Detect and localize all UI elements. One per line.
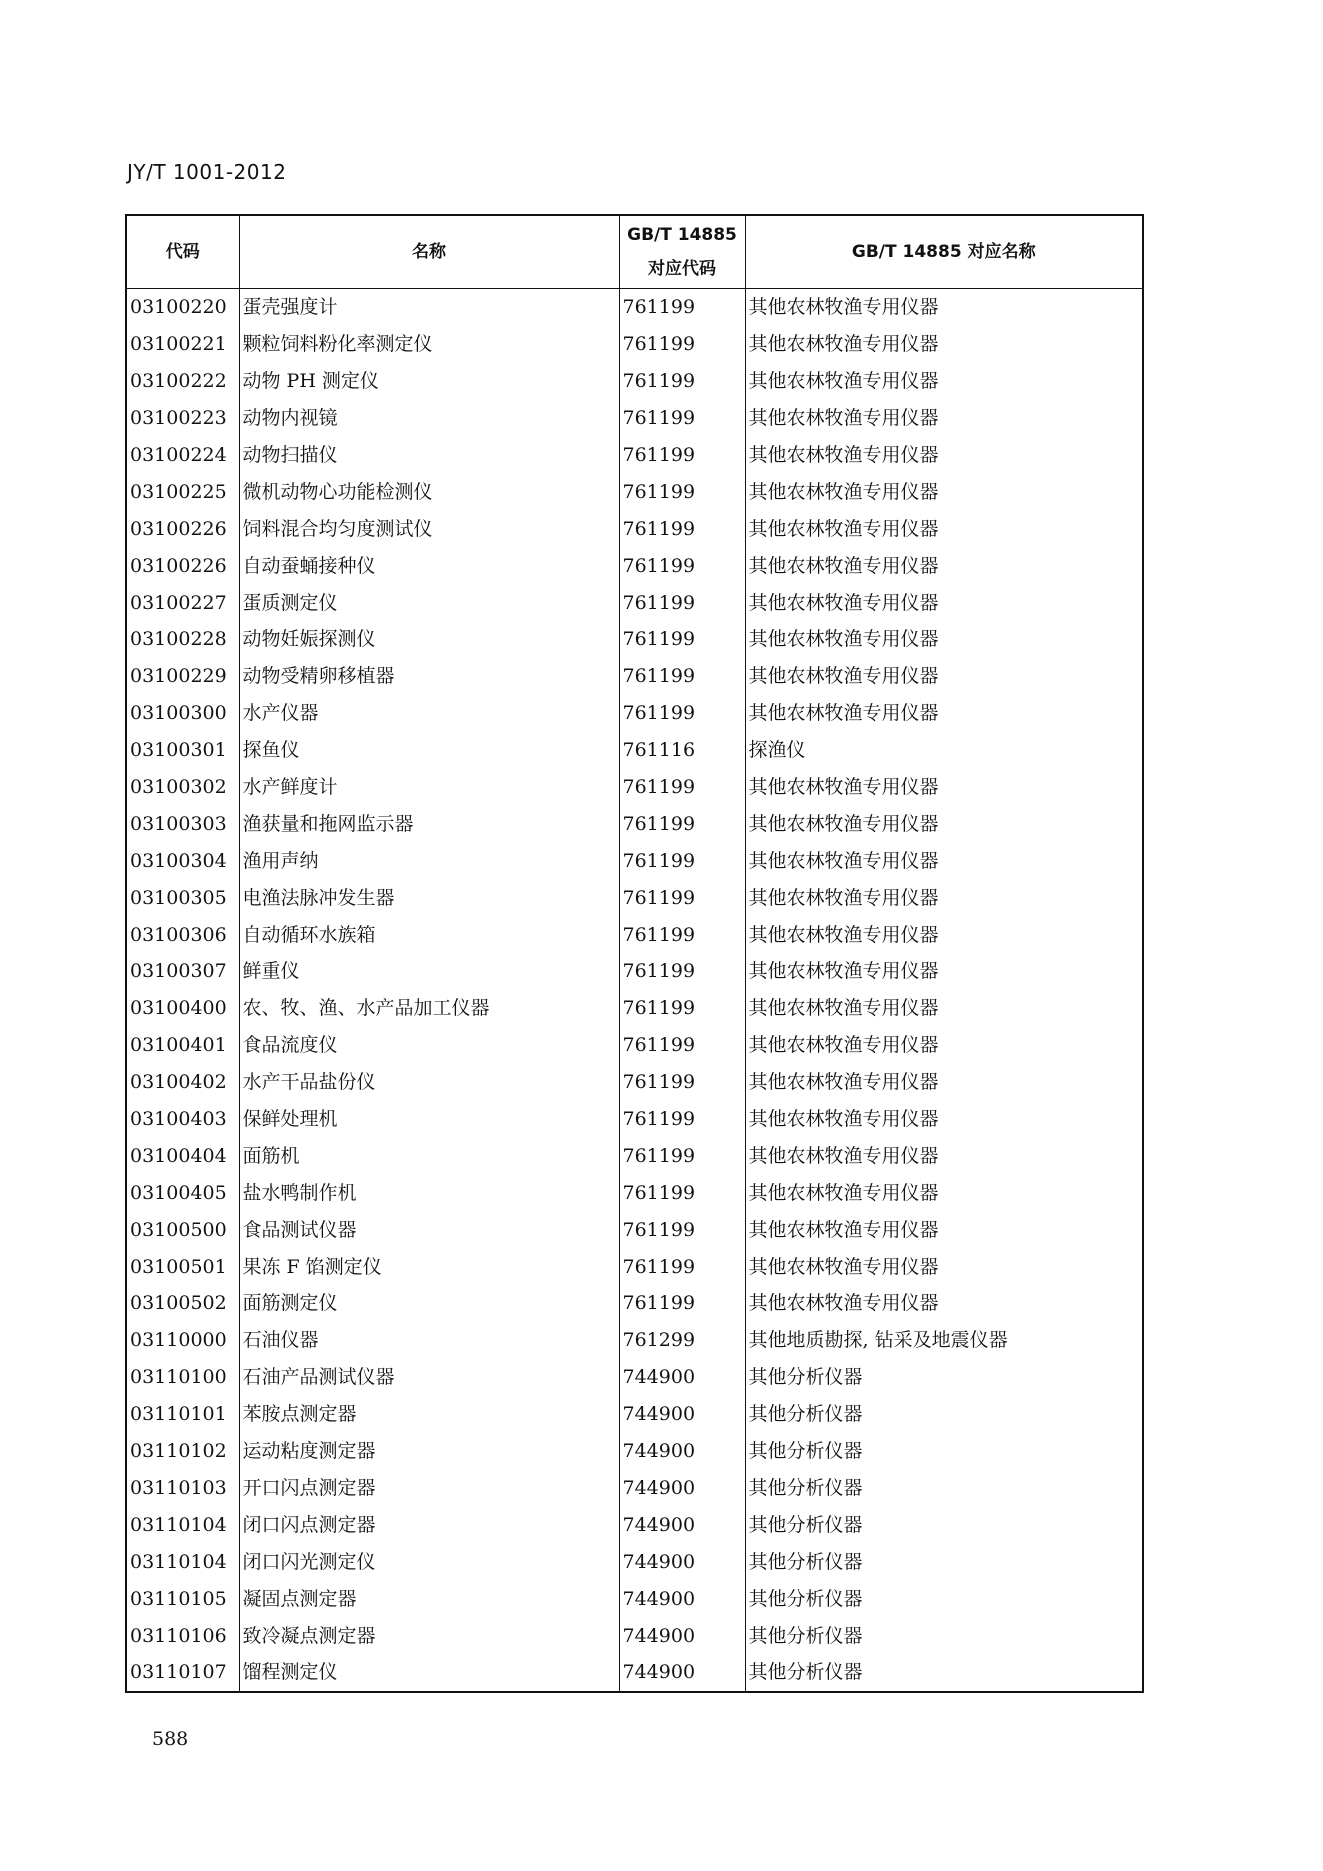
cell-gb-code: 744900 xyxy=(619,1359,745,1396)
cell-name: 微机动物心功能检测仪 xyxy=(239,473,619,510)
cell-code: 03100301 xyxy=(126,732,239,769)
cell-name: 探鱼仪 xyxy=(239,732,619,769)
cell-gb-name: 其他农林牧渔专用仪器 xyxy=(745,363,1143,400)
cell-code: 03110105 xyxy=(126,1580,239,1617)
cell-gb-name: 其他农林牧渔专用仪器 xyxy=(745,547,1143,584)
cell-name: 闭口闪点测定器 xyxy=(239,1506,619,1543)
cell-name: 苯胺点测定器 xyxy=(239,1396,619,1433)
cell-gb-name: 其他农林牧渔专用仪器 xyxy=(745,1248,1143,1285)
table-row xyxy=(126,584,1143,621)
cell-gb-name: 其他农林牧渔专用仪器 xyxy=(745,473,1143,510)
cell-name: 果冻 F 馅测定仪 xyxy=(239,1248,619,1285)
cell-name: 面筋机 xyxy=(239,1137,619,1174)
cell-gb-name: 其他农林牧渔专用仪器 xyxy=(745,400,1143,437)
cell-code: 03100227 xyxy=(126,584,239,621)
cell-name: 动物 PH 测定仪 xyxy=(239,363,619,400)
cell-gb-name: 探渔仪 xyxy=(745,732,1143,769)
cell-code: 03110101 xyxy=(126,1396,239,1433)
cell-gb-code: 744900 xyxy=(619,1580,745,1617)
column-header-gb-code xyxy=(619,215,745,289)
cell-gb-name: 其他农林牧渔专用仪器 xyxy=(745,1174,1143,1211)
cell-code: 03100226 xyxy=(126,510,239,547)
table-row xyxy=(126,1101,1143,1138)
cell-code: 03110106 xyxy=(126,1617,239,1654)
cell-name: 动物内视镜 xyxy=(239,400,619,437)
table-row xyxy=(126,1027,1143,1064)
cell-gb-code: 761116 xyxy=(619,732,745,769)
cell-gb-name: 其他分析仪器 xyxy=(745,1580,1143,1617)
cell-gb-code: 761199 xyxy=(619,658,745,695)
cell-code: 03100404 xyxy=(126,1137,239,1174)
cell-gb-code: 744900 xyxy=(619,1396,745,1433)
document-id: JY/T 1001-2012 xyxy=(127,160,287,184)
cell-name: 鲜重仪 xyxy=(239,953,619,990)
cell-gb-name: 其他分析仪器 xyxy=(745,1506,1143,1543)
cell-gb-code: 761199 xyxy=(619,289,745,326)
table-row xyxy=(126,1396,1143,1433)
cell-name: 盐水鸭制作机 xyxy=(239,1174,619,1211)
table-row xyxy=(126,326,1143,363)
table-row xyxy=(126,953,1143,990)
cell-gb-name: 其他分析仪器 xyxy=(745,1433,1143,1470)
cell-code: 03100501 xyxy=(126,1248,239,1285)
cell-code: 03110000 xyxy=(126,1322,239,1359)
cell-gb-code: 761199 xyxy=(619,510,745,547)
cell-name: 石油仪器 xyxy=(239,1322,619,1359)
cell-gb-name: 其他农林牧渔专用仪器 xyxy=(745,326,1143,363)
cell-name: 食品测试仪器 xyxy=(239,1211,619,1248)
cell-code: 03100305 xyxy=(126,879,239,916)
table-row xyxy=(126,547,1143,584)
table-row xyxy=(126,437,1143,474)
cell-name: 致冷凝点测定器 xyxy=(239,1617,619,1654)
cell-gb-name: 其他农林牧渔专用仪器 xyxy=(745,695,1143,732)
cell-code: 03100400 xyxy=(126,990,239,1027)
cell-gb-name: 其他分析仪器 xyxy=(745,1359,1143,1396)
table-row xyxy=(126,1174,1143,1211)
cell-gb-code: 761199 xyxy=(619,1027,745,1064)
table-row xyxy=(126,1654,1143,1692)
column-header-name: 名称 xyxy=(239,215,619,289)
table-row xyxy=(126,621,1143,658)
table-row xyxy=(126,363,1143,400)
cell-code: 03100401 xyxy=(126,1027,239,1064)
cell-gb-name: 其他农林牧渔专用仪器 xyxy=(745,805,1143,842)
cell-name: 动物妊娠探测仪 xyxy=(239,621,619,658)
table-header-row xyxy=(126,215,1143,289)
cell-code: 03100220 xyxy=(126,289,239,326)
cell-code: 03110107 xyxy=(126,1654,239,1692)
table-row xyxy=(126,1470,1143,1507)
cell-code: 03100402 xyxy=(126,1064,239,1101)
cell-name: 动物扫描仪 xyxy=(239,437,619,474)
cell-name: 保鲜处理机 xyxy=(239,1101,619,1138)
cell-gb-name: 其他农林牧渔专用仪器 xyxy=(745,1101,1143,1138)
cell-gb-name: 其他农林牧渔专用仪器 xyxy=(745,916,1143,953)
cell-code: 03100307 xyxy=(126,953,239,990)
table-row xyxy=(126,805,1143,842)
cell-code: 03110104 xyxy=(126,1506,239,1543)
cell-code: 03100500 xyxy=(126,1211,239,1248)
table-row xyxy=(126,1137,1143,1174)
cell-name: 面筋测定仪 xyxy=(239,1285,619,1322)
cell-name: 食品流度仪 xyxy=(239,1027,619,1064)
cell-code: 03110104 xyxy=(126,1543,239,1580)
cell-gb-code: 761199 xyxy=(619,1064,745,1101)
cell-gb-code: 761199 xyxy=(619,326,745,363)
cell-name: 自动循环水族箱 xyxy=(239,916,619,953)
table-row xyxy=(126,842,1143,879)
cell-code: 03100405 xyxy=(126,1174,239,1211)
cell-name: 蛋壳强度计 xyxy=(239,289,619,326)
cell-name: 开口闪点测定器 xyxy=(239,1470,619,1507)
cell-name: 颗粒饲料粉化率测定仪 xyxy=(239,326,619,363)
cell-gb-name: 其他农林牧渔专用仪器 xyxy=(745,769,1143,806)
equipment-code-table xyxy=(125,214,1144,1693)
cell-code: 03100304 xyxy=(126,842,239,879)
table-row xyxy=(126,990,1143,1027)
cell-code: 03100306 xyxy=(126,916,239,953)
cell-gb-code: 761199 xyxy=(619,621,745,658)
cell-code: 03110100 xyxy=(126,1359,239,1396)
cell-gb-name: 其他农林牧渔专用仪器 xyxy=(745,289,1143,326)
cell-gb-name: 其他农林牧渔专用仪器 xyxy=(745,1285,1143,1322)
cell-gb-code: 744900 xyxy=(619,1433,745,1470)
cell-gb-code: 761199 xyxy=(619,1174,745,1211)
cell-gb-name: 其他农林牧渔专用仪器 xyxy=(745,1064,1143,1101)
cell-gb-name: 其他农林牧渔专用仪器 xyxy=(745,1211,1143,1248)
cell-name: 渔用声纳 xyxy=(239,842,619,879)
cell-code: 03100225 xyxy=(126,473,239,510)
cell-gb-code: 744900 xyxy=(619,1470,745,1507)
column-header-code: 代码 xyxy=(126,215,239,289)
cell-gb-code: 761199 xyxy=(619,879,745,916)
table-body xyxy=(126,289,1143,1692)
table-row xyxy=(126,769,1143,806)
cell-name: 自动蚕蛹接种仪 xyxy=(239,547,619,584)
cell-gb-code: 761199 xyxy=(619,1101,745,1138)
cell-gb-name: 其他分析仪器 xyxy=(745,1543,1143,1580)
table-row xyxy=(126,916,1143,953)
cell-gb-code: 761199 xyxy=(619,842,745,879)
table-row xyxy=(126,1064,1143,1101)
table-row xyxy=(126,1543,1143,1580)
cell-name: 水产鲜度计 xyxy=(239,769,619,806)
cell-code: 03110102 xyxy=(126,1433,239,1470)
cell-code: 03100403 xyxy=(126,1101,239,1138)
cell-name: 闭口闪光测定仪 xyxy=(239,1543,619,1580)
cell-gb-name: 其他农林牧渔专用仪器 xyxy=(745,1137,1143,1174)
cell-name: 蛋质测定仪 xyxy=(239,584,619,621)
table-row xyxy=(126,1285,1143,1322)
cell-gb-code: 761199 xyxy=(619,1137,745,1174)
table-row xyxy=(126,1359,1143,1396)
table-row xyxy=(126,1322,1143,1359)
cell-gb-code: 744900 xyxy=(619,1506,745,1543)
cell-gb-name: 其他农林牧渔专用仪器 xyxy=(745,584,1143,621)
table-row xyxy=(126,1211,1143,1248)
cell-gb-code: 744900 xyxy=(619,1654,745,1692)
cell-gb-name: 其他农林牧渔专用仪器 xyxy=(745,621,1143,658)
cell-code: 03100302 xyxy=(126,769,239,806)
cell-code: 03100502 xyxy=(126,1285,239,1322)
table-row xyxy=(126,289,1143,326)
cell-gb-code: 761199 xyxy=(619,805,745,842)
cell-code: 03100223 xyxy=(126,400,239,437)
column-header-gb-code-line2: 对应代码 xyxy=(648,259,716,279)
column-header-gb-code-line1: GB/T 14885 xyxy=(627,225,737,245)
cell-name: 水产干品盐份仪 xyxy=(239,1064,619,1101)
cell-code: 03100300 xyxy=(126,695,239,732)
cell-gb-code: 744900 xyxy=(619,1617,745,1654)
cell-gb-name: 其他农林牧渔专用仪器 xyxy=(745,1027,1143,1064)
table-row xyxy=(126,732,1143,769)
cell-gb-code: 761199 xyxy=(619,1211,745,1248)
cell-gb-name: 其他分析仪器 xyxy=(745,1470,1143,1507)
column-header-gb-name: GB/T 14885 对应名称 xyxy=(745,215,1143,289)
cell-gb-name: 其他分析仪器 xyxy=(745,1617,1143,1654)
cell-code: 03100224 xyxy=(126,437,239,474)
table-row xyxy=(126,695,1143,732)
cell-code: 03100222 xyxy=(126,363,239,400)
cell-code: 03100228 xyxy=(126,621,239,658)
cell-gb-code: 761199 xyxy=(619,1248,745,1285)
cell-gb-name: 其他地质勘探, 钻采及地震仪器 xyxy=(745,1322,1143,1359)
cell-gb-code: 761199 xyxy=(619,400,745,437)
cell-name: 电渔法脉冲发生器 xyxy=(239,879,619,916)
cell-gb-code: 761199 xyxy=(619,473,745,510)
table-row xyxy=(126,400,1143,437)
cell-gb-code: 761199 xyxy=(619,437,745,474)
cell-gb-code: 761199 xyxy=(619,990,745,1027)
cell-gb-name: 其他农林牧渔专用仪器 xyxy=(745,510,1143,547)
cell-name: 水产仪器 xyxy=(239,695,619,732)
cell-name: 动物受精卵移植器 xyxy=(239,658,619,695)
cell-name: 凝固点测定器 xyxy=(239,1580,619,1617)
cell-gb-code: 744900 xyxy=(619,1543,745,1580)
cell-gb-code: 761199 xyxy=(619,769,745,806)
cell-gb-code: 761199 xyxy=(619,363,745,400)
cell-code: 03100303 xyxy=(126,805,239,842)
table-row xyxy=(126,1433,1143,1470)
table-row xyxy=(126,658,1143,695)
table-row xyxy=(126,473,1143,510)
cell-code: 03100226 xyxy=(126,547,239,584)
cell-code: 03110103 xyxy=(126,1470,239,1507)
cell-name: 石油产品测试仪器 xyxy=(239,1359,619,1396)
cell-name: 农、牧、渔、水产品加工仪器 xyxy=(239,990,619,1027)
cell-gb-name: 其他农林牧渔专用仪器 xyxy=(745,842,1143,879)
page-number: 588 xyxy=(152,1728,189,1750)
cell-gb-code: 761199 xyxy=(619,1285,745,1322)
cell-gb-code: 761199 xyxy=(619,953,745,990)
table-row xyxy=(126,510,1143,547)
cell-gb-code: 761199 xyxy=(619,695,745,732)
cell-gb-name: 其他农林牧渔专用仪器 xyxy=(745,437,1143,474)
cell-gb-name: 其他农林牧渔专用仪器 xyxy=(745,990,1143,1027)
cell-gb-name: 其他农林牧渔专用仪器 xyxy=(745,879,1143,916)
cell-name: 渔获量和拖网监示器 xyxy=(239,805,619,842)
cell-gb-name: 其他农林牧渔专用仪器 xyxy=(745,658,1143,695)
cell-gb-code: 761199 xyxy=(619,584,745,621)
cell-gb-name: 其他农林牧渔专用仪器 xyxy=(745,953,1143,990)
cell-code: 03100221 xyxy=(126,326,239,363)
table-row xyxy=(126,1580,1143,1617)
cell-name: 馏程测定仪 xyxy=(239,1654,619,1692)
cell-gb-name: 其他分析仪器 xyxy=(745,1396,1143,1433)
table-row xyxy=(126,1617,1143,1654)
cell-gb-code: 761299 xyxy=(619,1322,745,1359)
cell-gb-code: 761199 xyxy=(619,547,745,584)
cell-name: 运动粘度测定器 xyxy=(239,1433,619,1470)
table-row xyxy=(126,1506,1143,1543)
cell-name: 饲料混合均匀度测试仪 xyxy=(239,510,619,547)
table-row xyxy=(126,879,1143,916)
cell-gb-code: 761199 xyxy=(619,916,745,953)
table-row xyxy=(126,1248,1143,1285)
cell-gb-name: 其他分析仪器 xyxy=(745,1654,1143,1692)
cell-code: 03100229 xyxy=(126,658,239,695)
